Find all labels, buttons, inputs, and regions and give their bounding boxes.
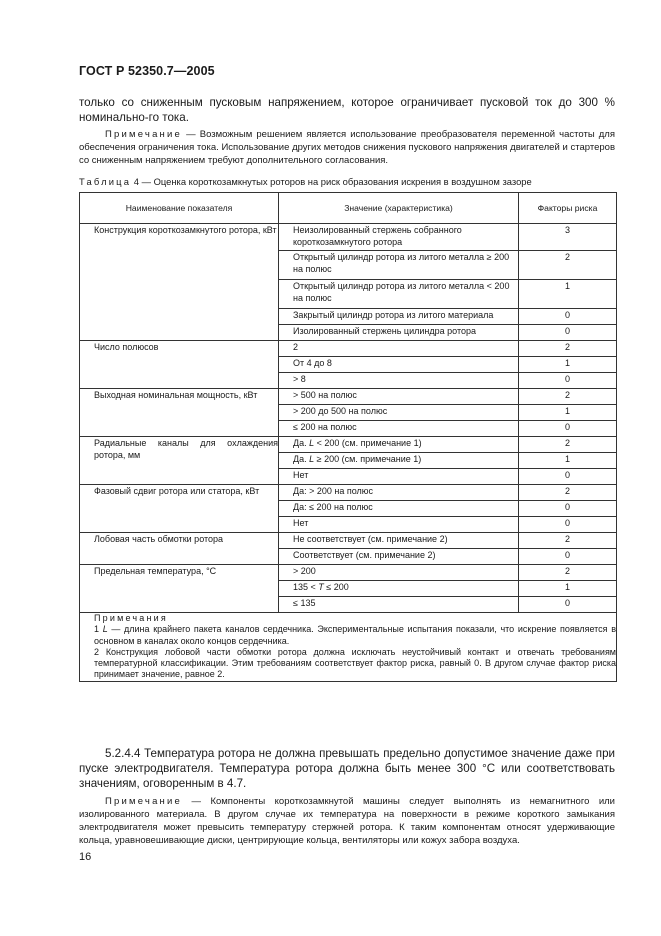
- notes-title: Примечания: [94, 613, 168, 623]
- risk-factor-cell: 0: [519, 501, 617, 517]
- value-prefix: Да.: [293, 454, 310, 464]
- value-cell: [279, 549, 519, 565]
- value-label: ≤ 200 на полюс: [293, 422, 357, 432]
- risk-factor-cell: 0: [519, 469, 617, 485]
- section-number: 5.2.4.4: [105, 747, 141, 760]
- value-label: Нет: [293, 470, 309, 480]
- value-label: Да: ≤ 200 на полюс: [293, 502, 373, 512]
- parameter-cell: [80, 389, 279, 437]
- value-label: Открытый цилиндр ротора из литого металла ≥ 200 на полюс: [293, 252, 510, 274]
- parameter-label: Радиальные каналы для охлаждения ротора, мм: [94, 438, 278, 460]
- value-label: Неизолированный стержень собранного короткозамкнутого ротора: [293, 225, 462, 247]
- value-cell: [279, 501, 519, 517]
- note-paragraph-2: [79, 795, 615, 847]
- risk-factor-cell: 0: [519, 549, 617, 565]
- table-note-1-text: — длина крайнего пакета каналов сердечника. Экспериментальные испытания показали, что искрение появляется в основном в каналах около концов сердечника.: [94, 624, 616, 646]
- risk-factor-cell: 3: [519, 224, 617, 251]
- risk-table-body: [80, 193, 617, 682]
- note-text: — Возможным решением является использование преобразователя переменной частоты для обеспечения ограничения тока. Использование других методов снижения пускового напряжения двигателей и стартеров со сниженным напряжением требуют дополнительного согласования.: [79, 129, 615, 166]
- risk-table: [79, 192, 617, 682]
- value-cell: [279, 437, 519, 453]
- parameter-cell: [80, 485, 279, 533]
- value-cell: [279, 581, 519, 597]
- value-cell: [279, 485, 519, 501]
- note-label: Примечание: [105, 796, 182, 807]
- parameter-cell: [80, 533, 279, 565]
- value-variable: L: [309, 438, 315, 448]
- table-caption: [79, 176, 619, 187]
- value-cell: [279, 389, 519, 405]
- value-label: Открытый цилиндр ротора из литого металла < 200 на полюс: [293, 281, 510, 303]
- value-prefix: Да.: [293, 438, 310, 448]
- risk-factor-cell: 2: [519, 341, 617, 357]
- value-suffix: < 200 (см. примечание 1): [314, 438, 422, 448]
- table-note-1-variable: L: [102, 624, 108, 635]
- value-label: Нет: [293, 518, 309, 528]
- value-prefix: 135 <: [293, 582, 319, 592]
- parameter-label: Лобовая часть обмотки ротора: [94, 534, 224, 544]
- value-label: > 500 на полюс: [293, 390, 357, 400]
- table-row: [80, 565, 617, 581]
- value-label: ≤ 135: [293, 598, 316, 608]
- document-header: ГОСТ Р 52350.7—2005: [79, 64, 215, 78]
- risk-factor-cell: 2: [519, 251, 617, 280]
- risk-factor-cell: 0: [519, 517, 617, 533]
- table-row: [80, 533, 617, 549]
- table-note-1-number: 1: [94, 624, 100, 635]
- value-cell: [279, 421, 519, 437]
- parameter-cell: [80, 565, 279, 613]
- value-label: Соответствует (см. примечание 2): [293, 550, 436, 560]
- value-label: Изолированный стержень цилиндра ротора: [293, 326, 476, 336]
- value-cell: [279, 309, 519, 325]
- parameter-cell: [80, 224, 279, 341]
- risk-factor-cell: 0: [519, 597, 617, 613]
- column-header-parameter: Наименование показателя: [80, 193, 279, 224]
- value-variable: T: [318, 582, 324, 592]
- risk-factor-cell: 1: [519, 280, 617, 309]
- risk-factor-cell: 0: [519, 309, 617, 325]
- value-label: Да: > 200 на полюс: [293, 486, 374, 496]
- value-cell: [279, 341, 519, 357]
- section-text: Температура ротора не должна превышать предельно допустимое значение даже при пуске электродвигателя. Температура ротора должна быть менее 300 °С или соответствовать значениям, оговоренным в 4.7.: [79, 747, 615, 790]
- note-label: Примечание: [105, 129, 182, 140]
- value-cell: [279, 251, 519, 280]
- column-header-factor: Факторы риска: [519, 193, 617, 224]
- value-variable: L: [309, 454, 315, 464]
- risk-factor-cell: 0: [519, 373, 617, 389]
- value-suffix: ≥ 200 (см. примечание 1): [314, 454, 422, 464]
- parameter-label: Число полюсов: [94, 342, 159, 352]
- table-note-1: [80, 624, 616, 647]
- parameter-cell: [80, 437, 279, 485]
- parameter-label: Конструкция короткозамкнутого ротора, кВт: [94, 225, 277, 235]
- value-label: [279, 581, 518, 593]
- risk-factor-cell: 2: [519, 389, 617, 405]
- value-cell: [279, 325, 519, 341]
- value-label: Не соответствует (см. примечание 2): [293, 534, 448, 544]
- risk-factor-cell: 0: [519, 325, 617, 341]
- risk-factor-cell: 2: [519, 565, 617, 581]
- page-number: 16: [79, 851, 92, 863]
- value-label: [279, 453, 518, 465]
- parameter-label: Фазовый сдвиг ротора или статора, кВт: [94, 486, 260, 496]
- value-label: От 4 до 8: [293, 358, 332, 368]
- risk-factor-cell: 2: [519, 437, 617, 453]
- risk-factor-cell: 1: [519, 357, 617, 373]
- parameter-label: Выходная номинальная мощность, кВт: [94, 390, 258, 400]
- value-cell: [279, 469, 519, 485]
- value-cell: [279, 533, 519, 549]
- value-cell: [279, 373, 519, 389]
- value-suffix: ≤ 200: [323, 582, 349, 592]
- risk-factor-cell: 1: [519, 453, 617, 469]
- value-label: [279, 437, 518, 449]
- value-label: Закрытый цилиндр ротора из литого материала: [293, 310, 494, 320]
- risk-factor-cell: 2: [519, 533, 617, 549]
- value-cell: [279, 280, 519, 309]
- column-header-value: Значение (характеристика): [279, 193, 519, 224]
- value-cell: [279, 453, 519, 469]
- risk-factor-cell: 2: [519, 485, 617, 501]
- table-note-2: 2 Конструкция лобовой части обмотки ротора должна исключать неустойчивый контакт и отвечать требованиям температурной классификации. Этим требованиям соответствует фактор риска, равный 0. В другом случае фактор риска принимает значение, равное 2.: [94, 646, 616, 680]
- value-cell: [279, 597, 519, 613]
- risk-factor-cell: 0: [519, 421, 617, 437]
- value-cell: [279, 405, 519, 421]
- parameter-label: Предельная температура, °С: [94, 566, 217, 576]
- note-text: — Компоненты короткозамкнутой машины следует выполнять из немагнитного или изолированного материала. В другом случае их температура на поверхности в режиме короткого замыкания электродвигателя может превысить температуру стержней ротора. К таким компонентам относят удерживающие кольца, уравновешивающие диски, центрирующие кольца, вентиляторы или кожух забора воздуха.: [79, 796, 615, 846]
- table-caption-label: Таблица: [79, 176, 132, 187]
- risk-factor-cell: 1: [519, 581, 617, 597]
- table-row: [80, 341, 617, 357]
- table-notes-row: [80, 613, 617, 682]
- table-caption-number: 4: [133, 176, 139, 187]
- value-label: > 8: [293, 374, 306, 384]
- table-caption-text: — Оценка короткозамкнутых роторов на риск образования искрения в воздушном зазоре: [139, 176, 532, 187]
- value-cell: [279, 517, 519, 533]
- table-row: [80, 485, 617, 501]
- section-paragraph: [79, 746, 615, 791]
- table-row: [80, 389, 617, 405]
- value-label: > 200 до 500 на полюс: [293, 406, 388, 416]
- risk-factor-cell: 1: [519, 405, 617, 421]
- value-cell: [279, 565, 519, 581]
- table-notes-cell: [80, 613, 617, 682]
- value-cell: [279, 357, 519, 373]
- parameter-cell: [80, 341, 279, 389]
- table-row: [80, 437, 617, 453]
- value-label: 2: [293, 342, 299, 352]
- value-label: > 200: [293, 566, 316, 576]
- table-row: [80, 224, 617, 251]
- value-cell: [279, 224, 519, 251]
- note-paragraph-1: [79, 128, 615, 167]
- intro-paragraph: только со сниженным пусковым напряжением, которое ограничивает пусковой ток до 300 % номинально-го тока.: [79, 96, 615, 124]
